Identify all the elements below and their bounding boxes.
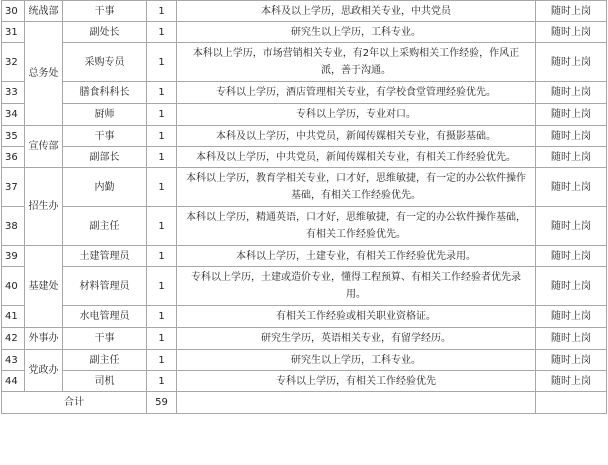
position-cell: 膳食科科长 [63,82,147,104]
start-time-cell: 随时上岗 [536,371,607,392]
row-number: 30 [2,1,25,22]
row-number: 37 [2,168,25,207]
table-row [2,82,607,104]
row-number: 39 [2,246,25,267]
table-row [2,147,607,168]
total-label: 合计 [2,392,147,414]
row-number: 41 [2,306,25,328]
department-cell: 党政办 [25,350,63,392]
requirements-cell: 研究生学历，英语相关专业，有留学经历。 [177,328,536,350]
row-number: 43 [2,350,25,371]
start-time-cell: 随时上岗 [536,82,607,104]
start-time-cell: 随时上岗 [536,306,607,328]
position-cell: 水电管理员 [63,306,147,328]
row-number: 35 [2,126,25,147]
table-row [2,267,607,306]
headcount-cell: 1 [147,207,177,246]
total-count: 59 [147,392,177,414]
department-cell: 基建处 [25,246,63,328]
requirements-cell: 本科以上学历，教育学相关专业，口才好，思维敏捷，有一定的办公软件操作基础，有相关工作经验优先。 [177,168,536,207]
headcount-cell: 1 [147,22,177,43]
position-cell: 干事 [63,328,147,350]
table-row [2,104,607,126]
headcount-cell: 1 [147,350,177,371]
requirements-cell: 本科以上学历，精通英语，口才好，思维敏捷，有一定的办公软件操作基础，有相关工作经验优先。 [177,207,536,246]
requirements-cell: 专科以上学历，土建或造价专业，懂得工程预算、有相关工作经验者优先录用。 [177,267,536,306]
start-time-cell: 随时上岗 [536,168,607,207]
row-number: 36 [2,147,25,168]
start-time-cell: 随时上岗 [536,350,607,371]
recruitment-table [1,0,607,414]
table-row [2,43,607,82]
row-number: 44 [2,371,25,392]
position-cell: 副处长 [63,22,147,43]
department-cell: 外事办 [25,328,63,350]
requirements-cell: 研究生以上学历，工科专业。 [177,350,536,371]
table-row [2,22,607,43]
table-row [2,207,607,246]
start-time-cell: 随时上岗 [536,43,607,82]
table-row [2,350,607,371]
position-cell: 土建管理员 [63,246,147,267]
row-number: 40 [2,267,25,306]
headcount-cell: 1 [147,246,177,267]
row-number: 33 [2,82,25,104]
requirements-cell: 本科及以上学历，思政相关专业，中共党员 [177,1,536,22]
position-cell: 副主任 [63,207,147,246]
position-cell: 司机 [63,371,147,392]
requirements-cell: 本科及以上学历，中共党员，新闻传媒相关专业，有相关工作经验优先。 [177,147,536,168]
position-cell: 材料管理员 [63,267,147,306]
headcount-cell: 1 [147,82,177,104]
table-row [2,126,607,147]
empty-cell [536,392,607,414]
empty-cell [177,392,536,414]
requirements-cell: 本科以上学历，市场营销相关专业，有2年以上采购相关工作经验，作风正派，善于沟通。 [177,43,536,82]
headcount-cell: 1 [147,126,177,147]
start-time-cell: 随时上岗 [536,267,607,306]
headcount-cell: 1 [147,104,177,126]
row-number: 32 [2,43,25,82]
requirements-cell: 本科及以上学历，中共党员，新闻传媒相关专业，有摄影基础。 [177,126,536,147]
headcount-cell: 1 [147,1,177,22]
start-time-cell: 随时上岗 [536,207,607,246]
row-number: 34 [2,104,25,126]
headcount-cell: 1 [147,306,177,328]
row-number: 31 [2,22,25,43]
total-row [2,392,607,414]
department-cell: 宣传部 [25,126,63,168]
headcount-cell: 1 [147,168,177,207]
position-cell: 副主任 [63,350,147,371]
requirements-cell: 专科以上学历，有相关工作经验优先 [177,371,536,392]
row-number: 42 [2,328,25,350]
headcount-cell: 1 [147,43,177,82]
department-cell: 招生办 [25,168,63,246]
start-time-cell: 随时上岗 [536,126,607,147]
position-cell: 内勤 [63,168,147,207]
table-row [2,246,607,267]
department-cell: 统战部 [25,1,63,22]
headcount-cell: 1 [147,328,177,350]
start-time-cell: 随时上岗 [536,147,607,168]
start-time-cell: 随时上岗 [536,1,607,22]
table-row [2,306,607,328]
headcount-cell: 1 [147,147,177,168]
row-number: 38 [2,207,25,246]
start-time-cell: 随时上岗 [536,328,607,350]
headcount-cell: 1 [147,371,177,392]
position-cell: 厨师 [63,104,147,126]
department-cell: 总务处 [25,22,63,126]
start-time-cell: 随时上岗 [536,22,607,43]
position-cell: 采购专员 [63,43,147,82]
table-row [2,1,607,22]
table-row [2,328,607,350]
headcount-cell: 1 [147,267,177,306]
requirements-cell: 专科以上学历，酒店管理相关专业，有学校食堂管理经验优先。 [177,82,536,104]
table-row [2,168,607,207]
requirements-cell: 本科以上学历，土建专业，有相关工作经验优先录用。 [177,246,536,267]
position-cell: 副部长 [63,147,147,168]
start-time-cell: 随时上岗 [536,104,607,126]
table-row [2,371,607,392]
start-time-cell: 随时上岗 [536,246,607,267]
requirements-cell: 专科以上学历，专业对口。 [177,104,536,126]
position-cell: 干事 [63,126,147,147]
requirements-cell: 研究生以上学历，工科专业。 [177,22,536,43]
requirements-cell: 有相关工作经验或相关职业资格证。 [177,306,536,328]
position-cell: 干事 [63,1,147,22]
